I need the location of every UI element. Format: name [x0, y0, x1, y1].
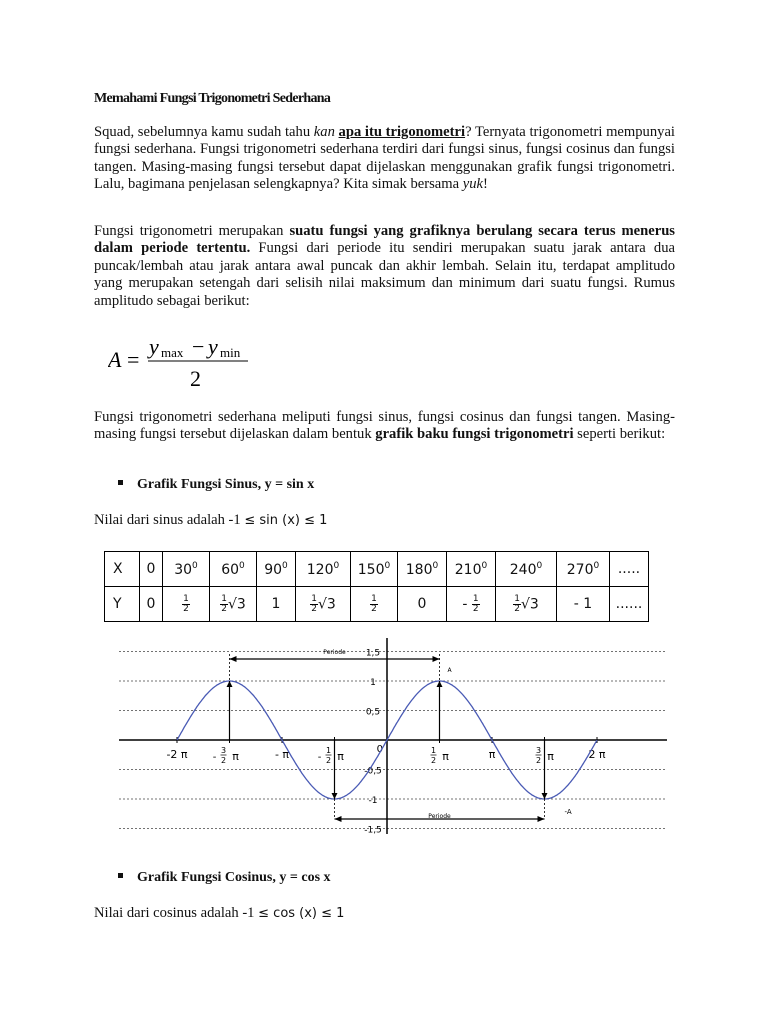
x-tick-pi: π: [337, 750, 344, 763]
formula-equals: =: [127, 347, 140, 372]
formula-sub-max: max: [161, 345, 184, 360]
amplitude-label-positive: A: [447, 667, 452, 674]
trigonometri-link[interactable]: apa itu trigonometri: [338, 124, 466, 140]
x-tick-numerator: 1: [325, 746, 332, 755]
page-title: Memahami Fungsi Trigonometri Sederhana: [94, 91, 331, 106]
table-cell: .....: [610, 552, 649, 587]
table-cell: $270^0$: [557, 552, 610, 587]
table-cell: $\frac{1}{2}$: [351, 587, 398, 622]
intro-end: !: [483, 176, 488, 193]
x-tick-pi: π: [547, 750, 554, 763]
formula-denominator: 2: [190, 366, 201, 391]
x-tick-denominator: 2: [535, 756, 542, 765]
sinus-range-expr: ≤ sin (x) ≤ 1: [244, 513, 328, 528]
table-cell: 0: [398, 587, 447, 622]
table-cell: $240^0$: [496, 552, 557, 587]
x-tick-denominator: 2: [325, 756, 332, 765]
bullet-cosinus-label: Grafik Fungsi Cosinus, y = cos x: [137, 870, 331, 885]
types-text-rest: seperti berikut:: [573, 426, 666, 443]
sinus-range: [94, 512, 327, 529]
table-cell: $\frac{1}{2}$: [163, 587, 210, 622]
table-cell: 1: [257, 587, 296, 622]
table-row-y: [105, 587, 649, 622]
x-tick-numerator: 3: [535, 746, 542, 755]
table-row-x: [105, 552, 649, 587]
amplitude-formula: [108, 334, 268, 394]
table-cell: $60^0$: [210, 552, 257, 587]
sinus-value-table: [104, 551, 649, 622]
y-tick-label: -1,5: [364, 825, 382, 834]
table-cell: 0: [140, 587, 163, 622]
x-tick-label: 2 π: [588, 748, 606, 761]
definition-paragraph: [94, 223, 675, 310]
y-tick-label: 1: [370, 678, 376, 688]
table-cell: $120^0$: [296, 552, 351, 587]
types-bold: grafik baku fungsi trigonometri: [375, 426, 574, 443]
period-label-bottom: Periode: [428, 813, 451, 820]
y-tick-label: -1: [368, 796, 378, 806]
types-paragraph: [94, 409, 675, 444]
table-cell: - $\frac{1}{2}$: [447, 587, 496, 622]
intro-italic-kan: kan: [313, 124, 335, 140]
y-tick-label: -0,5: [364, 766, 382, 777]
period-label-top: Periode: [323, 649, 346, 656]
x-tick-pi: π: [232, 750, 239, 763]
y-tick-label: 0,5: [365, 707, 381, 718]
formula-y-min: y: [208, 334, 218, 359]
bullet-sinus-label: Grafik Fungsi Sinus, y = sin x: [137, 477, 315, 492]
table-cell: $90^0$: [257, 552, 296, 587]
amplitude-label-negative: -A: [564, 808, 572, 816]
x-tick-label: -2 π: [166, 748, 188, 761]
x-tick-label: π: [488, 748, 496, 761]
table-row-label: X: [105, 552, 140, 587]
table-cell: $180^0$: [398, 552, 447, 587]
sinus-range-text: Nilai dari sinus adalah -1: [94, 512, 245, 528]
formula-y-max: y: [149, 334, 159, 359]
x-tick-label: 0: [376, 744, 383, 755]
table-cell: $\frac{1}{2}$ √3: [496, 587, 557, 622]
intro-text-rest: ? Ternyata trigonometri mempunyai fungsi sederhana. Fungsi trigonometri sederhana terdiri dari fungsi sinus, fungsi cosinus dan fungsi tangen. Masing-masing fungsi tersebut dapat dijelaskan menggunakan grafik fungsi trigonometri. Lalu, bagimana penjelasan selengkapnya? Kita simak bersama: [94, 124, 675, 193]
table-cell: $30^0$: [163, 552, 210, 587]
definition-bold: suatu fungsi yang grafiknya berulang secara terus menerus dalam periode tertentu.: [94, 223, 675, 257]
table-cell: 0: [140, 552, 163, 587]
formula-minus: −: [192, 334, 205, 359]
x-tick-pi: π: [442, 750, 449, 763]
sinus-graph: [119, 638, 667, 834]
formula-sub-min: min: [220, 345, 241, 360]
y-tick-label: 1,5: [365, 648, 381, 659]
x-tick-denominator: 2: [220, 756, 227, 765]
cosinus-range-text: Nilai dari cosinus adalah -1: [94, 905, 259, 921]
table-cell: $210^0$: [447, 552, 496, 587]
definition-text: Fungsi trigonometri merupakan: [94, 223, 290, 239]
table-cell: $\frac{1}{2}$ √3: [296, 587, 351, 622]
cosinus-range-expr: ≤ cos (x) ≤ 1: [258, 906, 345, 921]
table-row-label: Y: [105, 587, 140, 622]
x-tick-sign: -: [212, 752, 217, 763]
x-tick-numerator: 1: [430, 746, 437, 755]
table-cell: - 1: [557, 587, 610, 622]
x-tick-denominator: 2: [430, 756, 437, 765]
table-cell: $150^0$: [351, 552, 398, 587]
definition-text-rest: Fungsi dari periode itu sendiri merupakan suatu jarak antara dua puncak/lembah atau jarak antara awal puncak dan akhir lembah. Selain itu, terdapat amplitudo yang merupakan setengah dari selisih nilai maksimum dan minimum dari suatu fungsi. Rumus amplitudo sebagai berikut:: [94, 240, 675, 309]
formula-lhs: A: [108, 347, 122, 372]
intro-text: Squad, sebelumnya kamu sudah tahu: [94, 124, 314, 140]
bullet-sinus: [118, 477, 314, 493]
bullet-square-icon: [118, 873, 123, 878]
cosinus-range: [94, 905, 344, 922]
x-tick-numerator: 3: [220, 746, 227, 755]
types-text: Fungsi trigonometri sederhana meliputi fungsi sinus, fungsi cosinus dan fungsi tangen. Masing-masing fungsi tersebut dijelaskan dalam bentuk: [94, 409, 675, 443]
intro-paragraph: [94, 124, 675, 194]
x-tick-sign: -: [317, 752, 322, 763]
table-cell: $\frac{1}{2}$ √3: [210, 587, 257, 622]
graph-background: [119, 638, 667, 834]
x-tick-label: - π: [274, 748, 290, 761]
intro-italic-yuk: yuk: [462, 176, 484, 193]
bullet-cosinus: [118, 870, 331, 886]
table-cell: ......: [610, 587, 649, 622]
bullet-square-icon: [118, 480, 123, 485]
